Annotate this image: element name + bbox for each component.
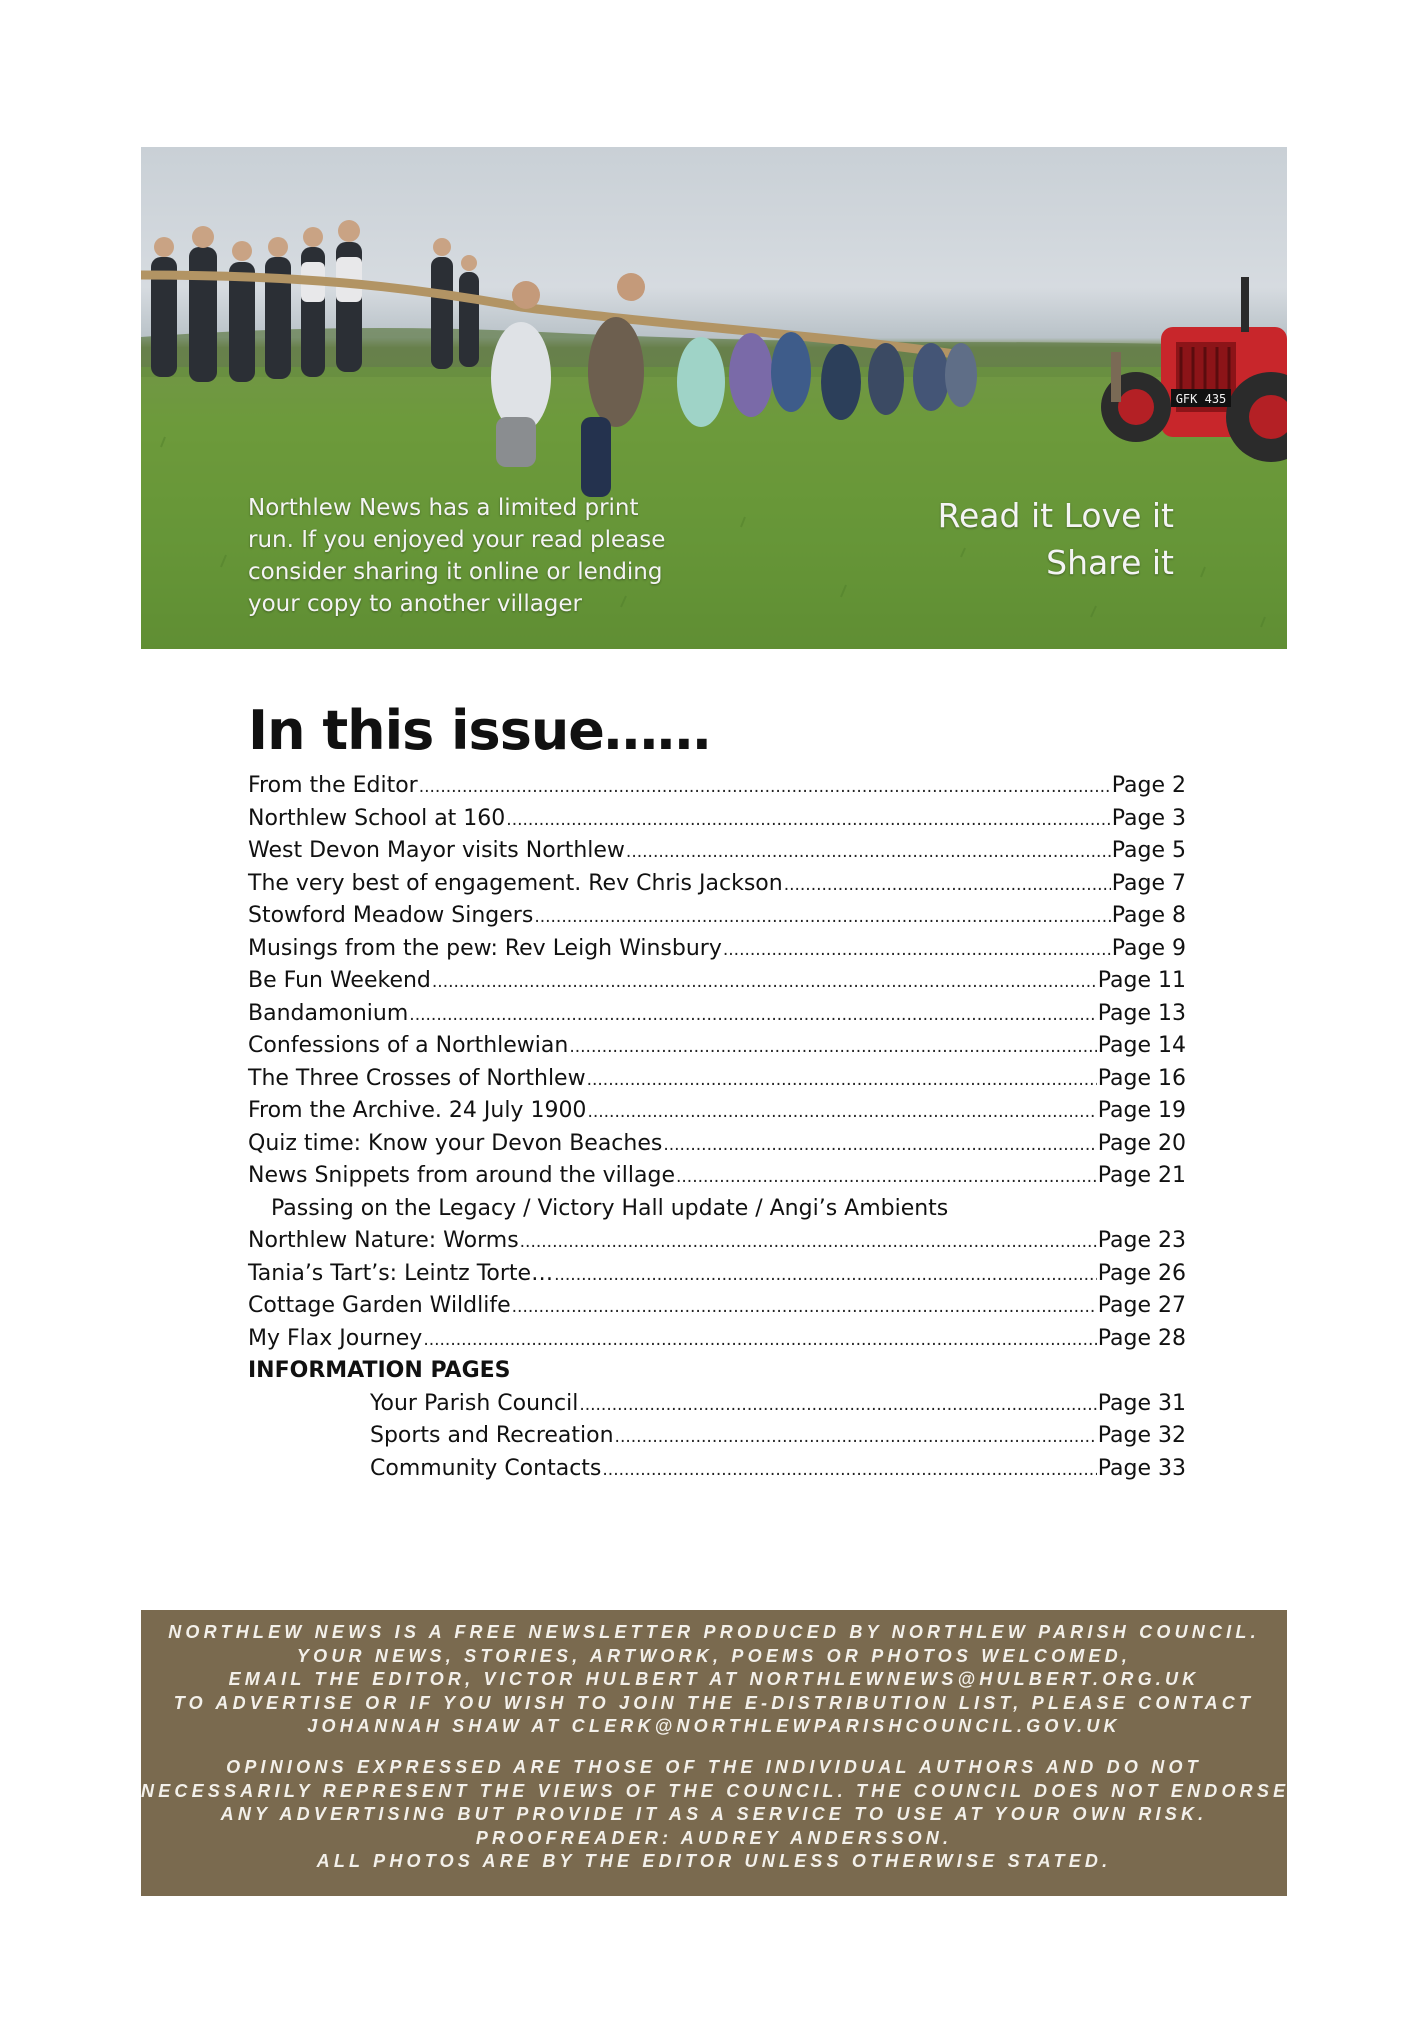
footer-line: ALL PHOTOS ARE BY THE EDITOR UNLESS OTHERWISE STATED. <box>316 1851 1112 1871</box>
toc-entry-page: Page 31 <box>1097 1390 1186 1416</box>
dot-leader <box>663 1129 1096 1160</box>
dot-leader <box>676 1161 1097 1192</box>
slogan-line-2: Share it <box>1046 543 1174 582</box>
footer-line: PROOFREADER: AUDREY ANDERSSON. <box>475 1827 953 1848</box>
toc-entry-page: Page 14 <box>1097 1033 1186 1058</box>
toc-entry <box>370 1454 1186 1484</box>
toc-entry-title: Your Parish Council <box>370 1390 579 1416</box>
toc-entry-page: Page 16 <box>1097 1065 1186 1091</box>
toc-entry-title: From the Editor <box>248 773 418 798</box>
toc-entry-page: Page 32 <box>1097 1423 1186 1448</box>
toc-entry-page: Page 7 <box>1111 870 1186 896</box>
dot-leader <box>784 869 1111 900</box>
cover-photo-tug-of-war <box>141 147 1287 649</box>
toc-entry-title: My Flax Journey <box>248 1325 423 1351</box>
toc-entry-title: Quiz time: Know your Devon Beaches <box>248 1130 663 1156</box>
dot-leader <box>587 1064 1097 1095</box>
dot-leader <box>615 1421 1097 1452</box>
dot-leader <box>602 1454 1096 1485</box>
toc-entry-title: Bandamonium <box>248 1000 409 1026</box>
toc-entry-title: News Snippets from around the village <box>248 1163 675 1188</box>
toc-entry <box>248 901 1186 931</box>
footer-line: OPINIONS EXPRESSED ARE THOSE OF THE INDIVIDUAL AUTHORS AND DO NOT <box>226 1757 1202 1777</box>
dot-leader <box>534 901 1110 932</box>
toc-entry-title: Confessions of a Northlewian <box>248 1033 569 1058</box>
footer-line: YOUR NEWS, STORIES, ARTWORK, POEMS OR PHOTOS WELCOMED, <box>296 1645 1132 1666</box>
footer-line: NORTHLEW NEWS IS A FREE NEWSLETTER PRODUCED BY NORTHLEW PARISH COUNCIL. <box>168 1622 1260 1642</box>
toc-entry <box>248 966 1186 996</box>
toc-entry-page: Page 21 <box>1097 1163 1186 1188</box>
toc-entry <box>248 1064 1186 1094</box>
dot-leader <box>419 771 1111 802</box>
dot-leader <box>626 836 1111 867</box>
footer-line: TO ADVERTISE OR IF YOU WISH TO JOIN THE E-DISTRIBUTION LIST, PLEASE CONTACT <box>173 1692 1255 1713</box>
toc-entry-page: Page 23 <box>1097 1228 1186 1253</box>
toc-entry-title: Tania’s Tart’s: Leintz Torte… <box>248 1260 554 1286</box>
dot-leader <box>409 999 1096 1030</box>
toc-entry <box>248 804 1186 834</box>
dot-leader <box>569 1031 1096 1062</box>
toc-entry-page: Page 28 <box>1097 1325 1186 1351</box>
slogan-line-1: Read it Love it <box>937 496 1174 535</box>
toc-entry <box>248 1129 1186 1159</box>
toc-entry-title: The Three Crosses of Northlew <box>248 1065 586 1091</box>
dot-leader <box>512 1291 1097 1322</box>
footer-line: EMAIL THE EDITOR, VICTOR HULBERT AT NORTHLEWNEWS@HULBERT.ORG.UK <box>228 1669 1200 1689</box>
toc-entry-page: Page 20 <box>1097 1130 1186 1156</box>
svg-text:GFK 435: GFK 435 <box>1175 392 1227 406</box>
toc-entry <box>248 1161 1186 1191</box>
dot-leader <box>554 1259 1097 1290</box>
dot-leader <box>423 1324 1096 1355</box>
information-pages-heading: INFORMATION PAGES <box>248 1358 511 1383</box>
toc-entry <box>248 999 1186 1029</box>
toc-entry <box>248 836 1186 866</box>
dot-leader <box>587 1096 1096 1127</box>
toc-entry <box>248 1259 1186 1289</box>
toc-entry-title: Be Fun Weekend <box>248 968 431 993</box>
dot-leader <box>579 1389 1096 1420</box>
footer-line: NECESSARILY REPRESENT THE VIEWS OF THE COUNCIL. THE COUNCIL DOES NOT ENDORSE <box>141 1780 1290 1801</box>
slogan <box>938 492 1174 586</box>
toc-entry <box>248 1226 1186 1256</box>
newsletter-footer <box>141 1610 1290 1896</box>
toc-entry-page: Page 5 <box>1111 838 1186 863</box>
footer-line: ANY ADVERTISING BUT PROVIDE IT AS A SERVICE TO USE AT YOUR OWN RISK. <box>220 1804 1208 1824</box>
toc-entry-title: The very best of engagement. Rev Chris Jackson <box>248 870 783 896</box>
toc-entry-title: Community Contacts <box>370 1455 602 1481</box>
toc-entry-page: Page 11 <box>1097 968 1186 993</box>
toc-entry-title: Musings from the pew: Rev Leigh Winsbury <box>248 935 722 961</box>
toc-entry-page: Page 9 <box>1111 935 1186 961</box>
toc-entry <box>248 1291 1186 1321</box>
contents-title: In this issue…… <box>248 699 710 762</box>
toc-entry-title: Northlew School at 160 <box>248 805 506 831</box>
toc-entry <box>248 771 1186 801</box>
print-run-note: Northlew News has a limited print run. If you enjoyed your read please consider sharing it online or lending your copy to another villager <box>248 495 666 617</box>
footer-disclaimer-paragraph <box>141 1756 1290 1874</box>
footer-contact-paragraph <box>141 1621 1287 1739</box>
toc-entry <box>248 869 1186 899</box>
toc-entry-page: Page 3 <box>1111 805 1186 831</box>
toc-entry-title: Sports and Recreation <box>370 1423 614 1448</box>
toc-entry-title: West Devon Mayor visits Northlew <box>248 838 625 863</box>
toc-entry-title: Cottage Garden Wildlife <box>248 1293 511 1318</box>
toc-entry <box>248 1096 1186 1126</box>
dot-leader <box>432 966 1097 997</box>
toc-entry-title: From the Archive. 24 July 1900 <box>248 1098 587 1123</box>
toc-entry <box>248 934 1186 964</box>
toc-entry-page: Page 33 <box>1097 1455 1186 1481</box>
toc-entry-page: Page 13 <box>1097 1000 1186 1026</box>
toc-entry <box>248 1324 1186 1354</box>
toc-entry <box>370 1389 1186 1419</box>
toc-entry-page: Page 2 <box>1111 773 1186 798</box>
toc-entry <box>370 1421 1186 1451</box>
snippets-subtitle: Passing on the Legacy / Victory Hall update / Angi’s Ambients <box>271 1195 949 1221</box>
footer-line: JOHANNAH SHAW AT CLERK@NORTHLEWPARISHCOUNCIL.GOV.UK <box>307 1716 1121 1736</box>
toc-entry <box>248 1031 1186 1061</box>
toc-entry-page: Page 27 <box>1097 1293 1186 1318</box>
toc-entry-page: Page 26 <box>1097 1260 1186 1286</box>
dot-leader <box>506 804 1110 835</box>
toc-entry-page: Page 8 <box>1111 903 1186 928</box>
dot-leader <box>520 1226 1097 1257</box>
toc-entry-page: Page 19 <box>1097 1098 1186 1123</box>
dot-leader <box>723 934 1111 965</box>
toc-entry-title: Stowford Meadow Singers <box>248 903 534 928</box>
toc-entry-title: Northlew Nature: Worms <box>248 1228 519 1253</box>
